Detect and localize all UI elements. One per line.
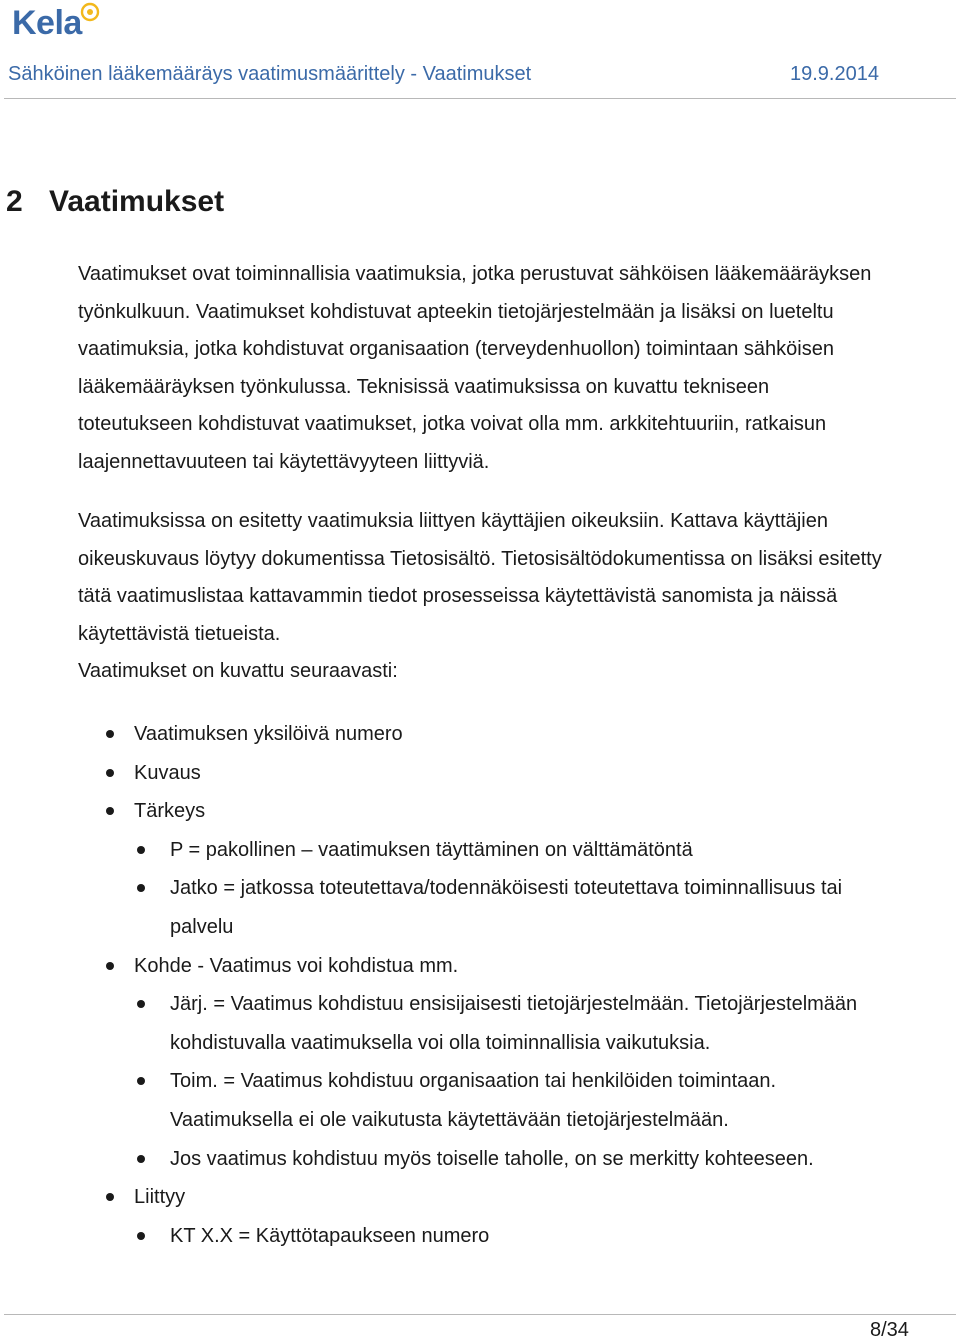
list-subitem xyxy=(0,831,960,870)
paragraph-line: käytettävistä tietueista. xyxy=(78,622,281,645)
list-item-text: Vaatimuksen yksilöivä numero xyxy=(134,723,403,745)
list-item-text xyxy=(170,985,857,1062)
section-heading xyxy=(6,184,224,220)
paragraph-line: toteutukseen kohdistuvat vaatimukset, jotka voivat olla mm. arkkitehtuuriin, ratkaisun xyxy=(78,413,827,436)
bullet-icon xyxy=(137,1077,145,1085)
section-number: 2 xyxy=(6,185,23,218)
list-item xyxy=(0,715,960,754)
header-divider xyxy=(4,98,956,99)
paragraph-line: lääkemääräyksen työnkulussa. Teknisissä vaatimuksissa on kuvattu tekniseen xyxy=(78,375,770,398)
list-item-text: Tärkeys xyxy=(134,800,206,823)
list-item-text: Kuvaus xyxy=(134,761,201,784)
list-item-line: Vaatimuksella ei ole vaikutusta käytettävään tietojärjestelmään. xyxy=(170,1108,729,1131)
requirements-format-list xyxy=(0,715,960,1255)
paragraph-line: Vaatimuksissa on esitetty vaatimuksia liittyen käyttäjien oikeuksiin. Kattava käyttäjien xyxy=(78,510,828,532)
bullet-icon xyxy=(137,1000,145,1008)
paragraph-intro xyxy=(78,256,958,482)
list-item-text xyxy=(170,1062,776,1139)
paragraph-rights xyxy=(78,503,958,691)
bullet-icon xyxy=(106,1193,114,1201)
paragraph-line: oikeuskuvaus löytyy dokumentissa Tietosisältö. Tietosisältödokumentissa on lisäksi esitetty xyxy=(78,547,882,570)
list-subitem xyxy=(0,985,960,1062)
list-item-text: Kohde - Vaatimus voi kohdistua mm. xyxy=(134,954,459,977)
list-item-line: Järj. = Vaatimus kohdistuu ensisijaisesti tietojärjestelmään. Tietojärjestelmään xyxy=(170,993,858,1016)
list-subitem xyxy=(0,1217,960,1256)
bullet-icon xyxy=(106,807,114,815)
document-date: 19.9.2014 xyxy=(790,63,879,85)
document-title: Sähköinen lääkemääräys vaatimusmäärittely - Vaatimukset xyxy=(8,63,532,85)
paragraph-line: Vaatimukset on kuvattu seuraavasti: xyxy=(78,660,398,683)
list-item-text: KT X.X = Käyttötapaukseen numero xyxy=(170,1224,490,1247)
bullet-icon xyxy=(137,846,145,854)
list-subitem xyxy=(0,869,960,946)
list-item xyxy=(0,1178,960,1217)
list-subitem xyxy=(0,1062,960,1139)
paragraph-line: työnkulkuun. Vaatimukset kohdistuvat apteekin tietojärjestelmään ja lisäksi on lueteltu xyxy=(78,300,834,323)
section-title: Vaatimukset xyxy=(49,185,225,218)
kela-logo xyxy=(12,2,102,46)
list-item xyxy=(0,947,960,986)
list-item-text xyxy=(170,869,842,946)
list-item-text: P = pakollinen – vaatimuksen täyttäminen on välttämätöntä xyxy=(170,838,693,861)
page-number: 8/34 xyxy=(870,1319,909,1341)
bullet-icon xyxy=(106,769,114,777)
list-item xyxy=(0,754,960,793)
list-item-text: Liittyy xyxy=(134,1186,186,1209)
paragraph-line: vaatimuksia, jotka kohdistuvat organisaation (terveydenhuollon) toimintaan sähköisen xyxy=(78,338,834,361)
bullet-icon xyxy=(106,730,114,738)
list-item-line: Jatko = jatkossa toteutettava/todennäköisesti toteutettava toiminnallisuus tai xyxy=(170,877,843,900)
list-item-line: kohdistuvalla vaatimuksella voi olla toiminnallisia vaikutuksia. xyxy=(170,1031,711,1054)
bullet-icon xyxy=(137,884,145,892)
paragraph-line: Vaatimukset ovat toiminnallisia vaatimuksia, jotka perustuvat sähköisen lääkemääräyksen xyxy=(78,263,872,285)
paragraph-line: laajennettavuuteen tai käytettävyyteen liittyviä. xyxy=(78,450,490,473)
footer-divider xyxy=(4,1314,956,1315)
kela-emblem-icon xyxy=(80,2,100,22)
logo-text: Kela xyxy=(12,4,82,42)
bullet-icon xyxy=(137,1155,145,1163)
bullet-icon xyxy=(137,1232,145,1240)
bullet-icon xyxy=(106,962,114,970)
list-item-text: Jos vaatimus kohdistuu myös toiselle taholle, on se merkitty kohteeseen. xyxy=(170,1147,814,1170)
list-subitem xyxy=(0,1140,960,1179)
list-item-line: Toim. = Vaatimus kohdistuu organisaation tai henkilöiden toimintaan. xyxy=(170,1070,777,1093)
paragraph-line: tätä vaatimuslistaa kattavammin tiedot prosesseissa käytettävistä sanomista ja näissä xyxy=(78,585,838,608)
list-item xyxy=(0,792,960,831)
list-item-line: palvelu xyxy=(170,915,234,938)
